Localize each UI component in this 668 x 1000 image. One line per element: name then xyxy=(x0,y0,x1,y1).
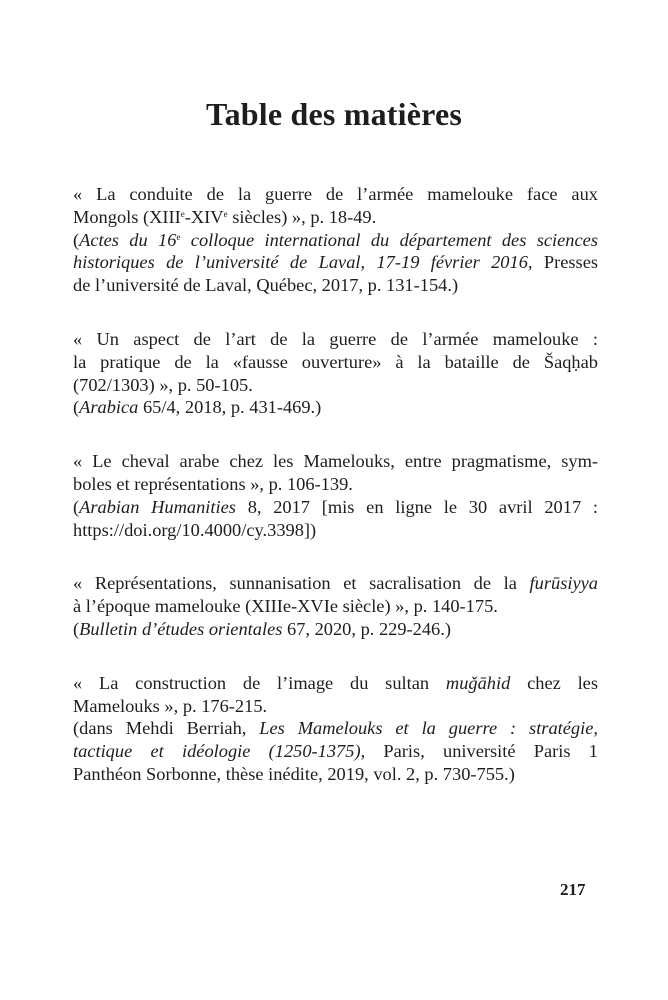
toc-entry-line xyxy=(73,672,598,695)
entry-text: « Le cheval arabe chez les Mamelouks, entre pragmatisme, sym- xyxy=(73,451,598,472)
entry-italic-text: , xyxy=(175,397,181,418)
entry-italic-text: Arabian Humanities xyxy=(79,496,236,517)
toc-entry-line xyxy=(73,496,598,519)
toc-entry-line xyxy=(73,618,598,641)
toc-entry-line xyxy=(73,717,598,740)
toc-entry xyxy=(73,328,598,419)
page-title: Table des matières xyxy=(205,96,463,132)
toc-entry-line xyxy=(73,206,598,229)
entry-text: (dans Mehdi Berriah, xyxy=(73,718,260,739)
entry-superscript: e xyxy=(223,208,228,219)
entry-text: -XIV xyxy=(184,206,224,227)
entry-text: 65/4 xyxy=(138,397,176,418)
entry-text: 2018, p. 431-469.) xyxy=(180,397,322,418)
entry-italic-text: furūsiyya xyxy=(529,573,598,594)
entry-text: Mongols (XIII xyxy=(73,206,181,227)
entry-text: Mamelouks », p. 176-215. xyxy=(73,695,268,716)
entry-text: 8, 2017 [mis en ligne le 30 avril 2017 : xyxy=(235,496,598,517)
toc-entry-line xyxy=(73,328,598,351)
entry-text: « Représentations, sunnanisation et sacralisation de la xyxy=(73,573,530,594)
toc-entry-line xyxy=(73,351,598,374)
entry-text: (702/1303) », p. 50-105. xyxy=(73,374,253,395)
entry-italic-text: Actes du 16 xyxy=(79,229,177,250)
toc-entry-line xyxy=(73,572,598,595)
toc-entry xyxy=(73,572,598,640)
toc-entry-line xyxy=(73,763,598,786)
toc-entry-line xyxy=(73,251,598,274)
entry-italic-text: Les Mamelouks et la guerre : stratégie, xyxy=(259,718,598,739)
entry-italic-text: tactique et idéologie (1250-1375) xyxy=(73,741,361,762)
entry-text: Panthéon Sorbonne, thèse inédite, 2019, vol. 2, p. 730-755.) xyxy=(73,763,515,784)
entry-text: boles et représentations », p. 106-139. xyxy=(73,473,353,494)
entry-text: ( xyxy=(73,229,80,250)
entry-italic-text: historiques de l’université de Laval, 17-19 février 2016 xyxy=(73,252,528,273)
entry-italic-text: Bulletin d’études orientales xyxy=(79,618,283,639)
page-number: 217 xyxy=(560,880,586,899)
toc-entry-line xyxy=(73,274,598,297)
toc-entry-line xyxy=(73,374,598,397)
toc-entry-line xyxy=(73,519,598,542)
entry-text: « Un aspect de l’art de la guerre de l’armée mamelouke : xyxy=(73,328,598,349)
toc-entry-line xyxy=(73,740,598,763)
table-of-contents xyxy=(73,183,598,817)
entry-superscript: e xyxy=(176,231,181,242)
entry-text: « La construction de l’image du sultan xyxy=(73,672,446,693)
toc-entry-line xyxy=(73,396,598,419)
entry-text: , Presses xyxy=(527,252,599,273)
entry-text: de l’université de Laval, Québec, 2017, p. 131-154.) xyxy=(73,275,459,296)
toc-entry-line xyxy=(73,450,598,473)
toc-entry-line xyxy=(73,595,598,618)
entry-text: , Paris, université Paris 1 xyxy=(360,741,598,762)
entry-text: https://doi.org/10.4000/cy.3398]) xyxy=(73,519,317,540)
entry-text: à l’époque mamelouke (XIIIe-XVIe siècle) », p. 140-175. xyxy=(73,596,498,617)
toc-entry xyxy=(73,450,598,541)
toc-entry xyxy=(73,672,598,786)
toc-entry-line xyxy=(73,473,598,496)
toc-entry-line xyxy=(73,183,598,206)
toc-entry-line xyxy=(73,229,598,252)
entry-superscript: e xyxy=(180,208,185,219)
entry-text: la pratique de la «fausse ouverture» à la bataille de Šaqḥab xyxy=(73,351,598,372)
entry-text: ( xyxy=(73,618,80,639)
toc-entry xyxy=(73,183,598,297)
entry-text: chez les xyxy=(510,672,598,693)
entry-text: siècles) », p. 18-49. xyxy=(227,206,377,227)
entry-text: ( xyxy=(73,496,80,517)
entry-italic-text: colloque international du département des sciences xyxy=(180,229,598,250)
entry-text: ( xyxy=(73,397,80,418)
entry-italic-text: Arabica xyxy=(79,397,139,418)
entry-text: « La conduite de la guerre de l’armée mamelouke face aux xyxy=(73,184,598,204)
entry-italic-text: muǧāhid xyxy=(445,672,511,693)
toc-entry-line xyxy=(73,695,598,718)
entry-text: 67, 2020, p. 229-246.) xyxy=(282,618,451,639)
